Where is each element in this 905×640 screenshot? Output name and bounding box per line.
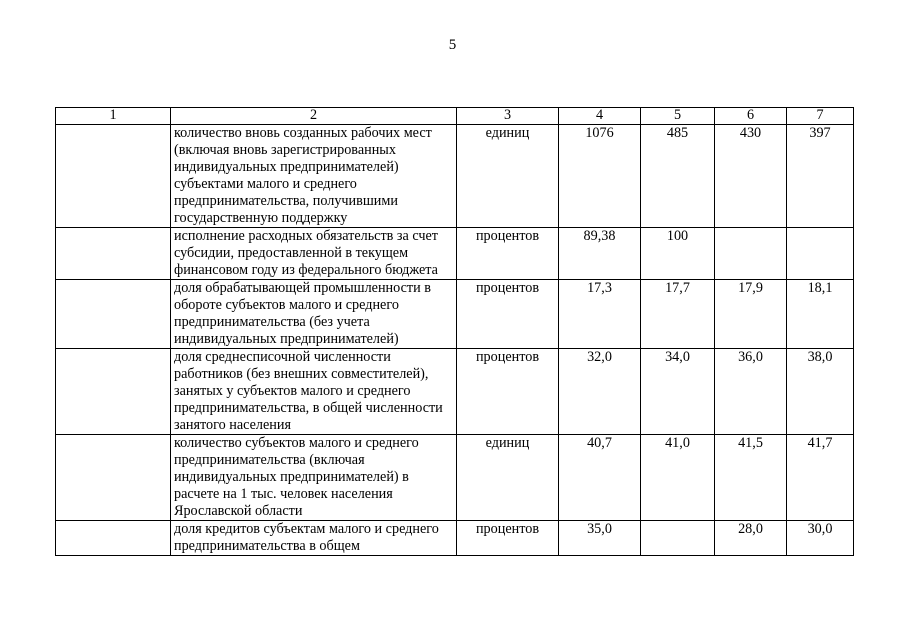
value-col6: 17,9	[715, 280, 787, 349]
row-number-cell	[56, 349, 171, 435]
value-col4: 89,38	[559, 228, 641, 280]
indicator-description: доля среднесписочной численности работников (без внешних совместителей), занятых у субъектов малого и среднего предпринимательства, в общей численности занятого населения	[171, 349, 457, 435]
value-col5: 34,0	[641, 349, 715, 435]
row-number-cell	[56, 435, 171, 521]
table-row	[56, 228, 854, 280]
unit-cell: процентов	[457, 228, 559, 280]
row-number-cell	[56, 228, 171, 280]
value-col6: 430	[715, 125, 787, 228]
value-col7: 41,7	[787, 435, 854, 521]
table-row	[56, 280, 854, 349]
header-cell: 6	[715, 108, 787, 125]
value-col4: 1076	[559, 125, 641, 228]
value-col7: 18,1	[787, 280, 854, 349]
unit-cell: процентов	[457, 349, 559, 435]
indicator-description	[171, 521, 457, 556]
indicator-description-text: доля кредитов субъектам малого и среднего предпринимательства в общем	[174, 521, 439, 554]
value-col4: 17,3	[559, 280, 641, 349]
unit-cell: единиц	[457, 435, 559, 521]
unit-cell	[457, 521, 559, 556]
value-col5: 41,0	[641, 435, 715, 521]
value-col6-text: 28,0	[738, 521, 763, 537]
value-col7	[787, 228, 854, 280]
value-col7-text: 30,0	[807, 521, 833, 537]
value-col5: 100	[641, 228, 715, 280]
value-col7: 397	[787, 125, 854, 228]
header-cell: 4	[559, 108, 641, 125]
indicator-description: количество вновь созданных рабочих мест (включая вновь зарегистрированных индивидуальных предпринимателей) субъектами малого и среднего предпринимательства, получившими государственную поддержку	[171, 125, 457, 228]
header-cell: 5	[641, 108, 715, 125]
value-col4: 32,0	[559, 349, 641, 435]
row-number-cell	[56, 125, 171, 228]
value-col7	[787, 521, 854, 556]
table-row	[56, 349, 854, 435]
value-col6	[715, 228, 787, 280]
value-col7: 38,0	[787, 349, 854, 435]
header-cell: 7	[787, 108, 854, 125]
value-col6: 41,5	[715, 435, 787, 521]
value-col5	[641, 521, 715, 556]
indicators-table	[55, 107, 854, 556]
row-number-cell-text	[59, 521, 167, 555]
indicator-description: количество субъектов малого и среднего предпринимательства (включая индивидуальных предпринимателей) в расчете на 1 тыс. человек населения Ярославской области	[171, 435, 457, 521]
table-row	[56, 125, 854, 228]
unit-cell-text: процентов	[475, 521, 540, 537]
indicator-description: доля обрабатывающей промышленности в обороте субъектов малого и среднего предпринимательства (без учета индивидуальных предпринимателей)	[171, 280, 457, 349]
value-col5: 17,7	[641, 280, 715, 349]
header-cell: 2	[171, 108, 457, 125]
indicator-description: исполнение расходных обязательств за счет субсидии, предоставленной в текущем финансовом году из федерального бюджета	[171, 228, 457, 280]
value-col4: 40,7	[559, 435, 641, 521]
row-number-cell	[56, 280, 171, 349]
page-number: 5	[448, 37, 457, 53]
header-cell: 3	[457, 108, 559, 125]
value-col6	[715, 521, 787, 556]
value-col4	[559, 521, 641, 556]
unit-cell: процентов	[457, 280, 559, 349]
value-col5: 485	[641, 125, 715, 228]
table-row	[56, 435, 854, 521]
table-row	[56, 521, 854, 556]
value-col5-text	[644, 521, 711, 555]
row-number-cell	[56, 521, 171, 556]
value-col6: 36,0	[715, 349, 787, 435]
header-cell: 1	[56, 108, 171, 125]
value-col4-text: 35,0	[587, 521, 612, 537]
header-row	[56, 108, 854, 125]
unit-cell: единиц	[457, 125, 559, 228]
